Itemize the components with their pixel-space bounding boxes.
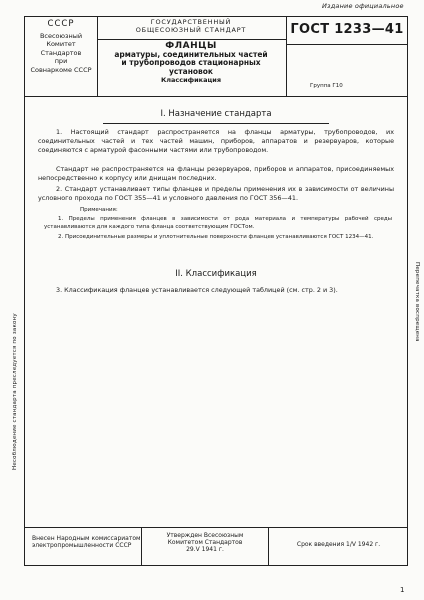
paragraph: 3. Классификация фланцев устанавливается следующей таблицей (см. стр. 2 и 3). (56, 286, 338, 294)
section-heading: I. Назначение стандарта (160, 109, 272, 119)
footer-line: 29.V 1941 г. (186, 546, 224, 553)
title-line: и трубопроводов стационарных (121, 58, 261, 67)
footer-line: Утвержден Всесоюзным (166, 532, 244, 539)
section-rule (103, 123, 329, 124)
title-line: установок (168, 66, 214, 76)
footer-line: электропромышленности СССР (32, 542, 132, 549)
title-main: ФЛАНЦЫ (165, 41, 217, 51)
edition-label: Издание официальное (322, 2, 404, 10)
paragraph: Стандарт не распространяется на фланцы резервуаров, приборов и аппаратов, присоединяемых непосредственно к корпусу или днищам последних. (38, 165, 394, 183)
document-title (98, 42, 284, 85)
gost-number: ГОСТ 1233—41 (290, 22, 404, 37)
header-divider-mid (97, 39, 286, 40)
footer-top-line (24, 527, 408, 528)
note: 2. Присоединительные размеры и уплотнительные поверхности фланцев устанавливаются ГОСТ 1234—41. (58, 234, 374, 240)
standard-type-line: ОБЩЕСОЮЗНЫЙ СТАНДАРТ (135, 26, 247, 34)
committee-line: Стандартов (40, 48, 82, 57)
standard-type-line: ГОСУДАРСТВЕННЫЙ (150, 18, 232, 26)
notes-title: Примечания: (80, 207, 118, 213)
standard-type (98, 18, 284, 34)
note: 1. Пределы применения фланцев в зависимости от рода материала и температуры рабочей среды устанавливаются для каждого типа фланца соответствующим ГОСТом. (44, 216, 392, 230)
header-bottom-line (24, 96, 408, 97)
title-sub: Классификация (160, 76, 222, 84)
country-label: СССР (47, 19, 75, 29)
committee-line: Совнаркоме СССР (30, 65, 92, 74)
title-line: арматуры, соединительных частей (114, 49, 268, 59)
footer-right: Срок введения 1/V 1942 г. (296, 541, 381, 548)
footer-left (32, 535, 142, 549)
header-divider-gost (286, 44, 408, 45)
side-text-right: Перепечатка воспрещена (414, 262, 420, 342)
paragraph: 2. Стандарт устанавливает типы фланцев и пределы применения их в зависимости от величины условного прохода по ГОСТ 355—41 и условного давления по ГОСТ 356—41. (38, 185, 394, 203)
side-text-left: Несоблюдение стандарта преследуется по закону (12, 313, 18, 470)
footer-line: Внесен Народным комиссариатом (32, 535, 141, 542)
committee-line: Всесоюзный Комитет (39, 31, 83, 48)
paragraph: 1. Настоящий стандарт распространяется на фланцы арматуры, трубопроводов, их соединительных частей и тех частей машин, приборов, аппаратов и резервуаров, которые соединяются с арматурой фасонными частями или трубопроводом. (38, 128, 394, 155)
page-number: 1 (400, 586, 405, 594)
footer-line: Комитетом Стандартов (167, 539, 243, 546)
group-label: Группа Г10 (310, 83, 343, 89)
header-divider-right (286, 16, 287, 96)
footer-middle (142, 532, 268, 553)
header-left (26, 20, 96, 74)
section-heading: II. Классификация (175, 269, 257, 279)
committee-line: при (54, 57, 68, 65)
